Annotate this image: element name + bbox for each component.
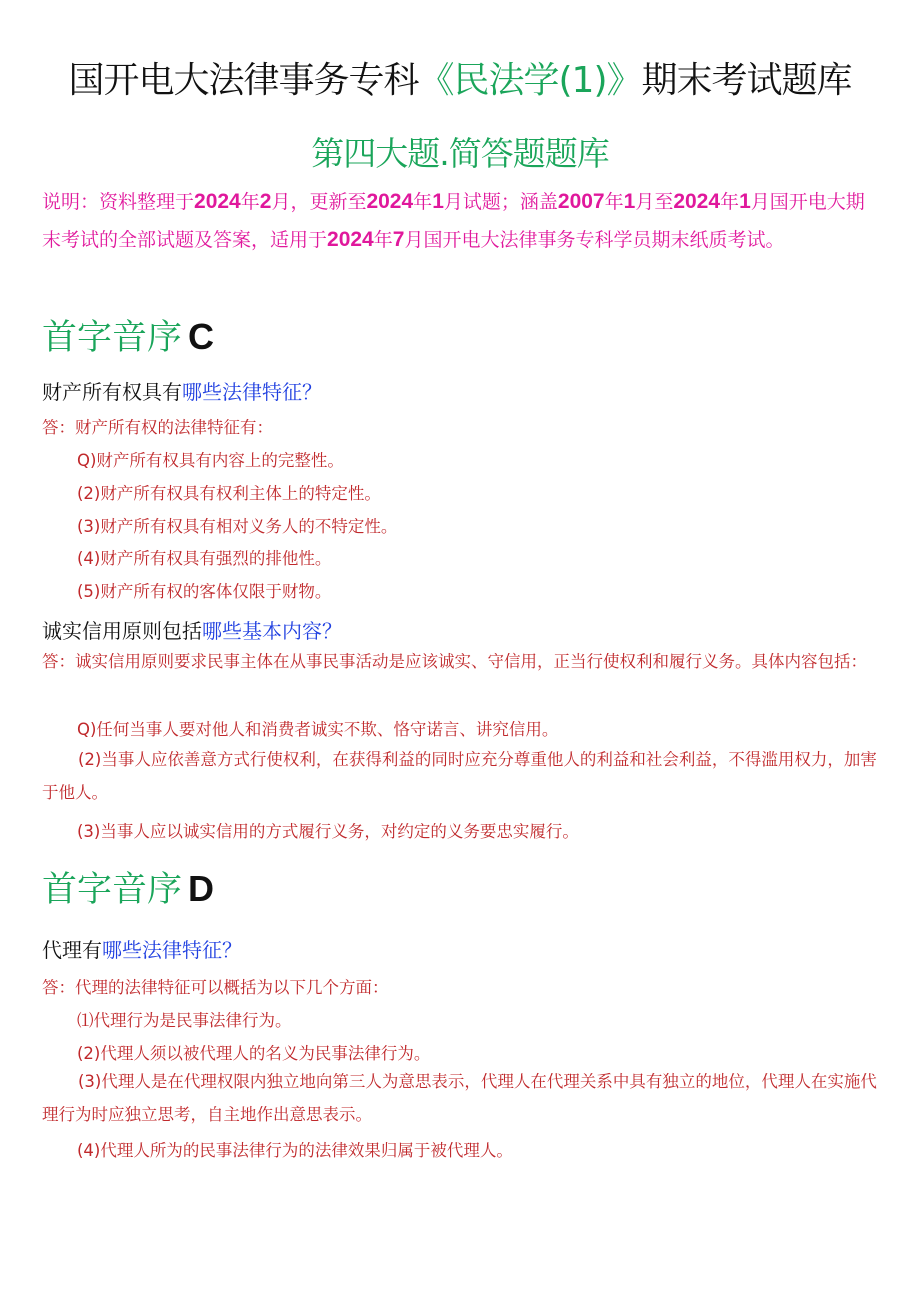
note-number: 2024 [366,190,414,213]
note-number: 2 [259,190,272,213]
description-note [42,183,882,259]
note-text: 年 [604,191,624,213]
note-text: 月，更新至 [271,191,367,213]
note-text: 月至 [635,191,674,213]
answer-item: (2)当事人应依善意方式行使权利，在获得利益的同时应充分尊重他人的利益和社会利益，不得滥用权力，加害于他人。 [42,750,877,802]
note-text: 月国开电大法律事务专科学员期末纸质考试。 [404,229,785,251]
note-number: 2024 [673,190,721,213]
section-heading-d [42,862,214,912]
note-number: 2024 [194,190,241,213]
answer-item: (4)代理人所为的民事法律行为的法律效果归属于被代理人。 [77,1141,513,1160]
note-text: 年 [240,191,260,213]
note-text: 说明：资料整理于 [42,191,195,213]
answer-lead: 答：代理的法律特征可以概括为以下几个方面： [42,978,389,997]
answer-item: (4)财产所有权具有强烈的排他性。 [77,549,332,568]
answer-item: (5)财产所有权的客体仅限于财物。 [77,582,332,601]
question-title [42,376,322,405]
question-title [42,934,242,963]
document-title [0,52,920,103]
section-letter: D [188,868,215,909]
answer-item: (2)代理人须以被代理人的名义为民事法律行为。 [77,1044,431,1063]
answer-lead: 答：财产所有权的法律特征有： [42,418,273,437]
title-course-name: 《民法学(1)》 [418,60,642,101]
answer-item: (2)财产所有权具有权利主体上的特定性。 [77,484,381,503]
note-text: 年 [413,191,433,213]
title-suffix: 期末考试题库 [641,60,852,101]
note-text: 年 [720,191,740,213]
section-label: 首字音序 [42,870,183,910]
answer-item: ⑴代理行为是民事法律行为。 [77,1011,292,1030]
question-title [42,615,342,644]
section-letter: C [188,316,215,357]
question-highlight: 哪些基本内容？ [202,619,342,643]
question-text: 代理有 [42,938,102,962]
answer-lead: 答：诚实信用原则要求民事主体在从事民事活动是应该诚实、守信用，正当行使权利和履行义务。具体内容包括： [42,652,867,671]
note-text: 年 [373,229,393,251]
question-highlight: 哪些法律特征？ [102,938,242,962]
answer-item: (3)代理人是在代理权限内独立地向第三人为意思表示，代理人在代理关系中具有独立的地位，代理人在实施代理行为时应独立思考，自主地作出意思表示。 [42,1072,877,1124]
note-number: 7 [392,228,405,251]
section-heading-c [42,310,214,360]
note-number: 1 [739,190,751,213]
note-number: 1 [432,190,444,213]
note-number: 2024 [327,228,374,251]
note-number: 1 [623,190,636,213]
title-prefix: 国开电大法律事务专科 [68,60,419,101]
answer-item: Q)财产所有权具有内容上的完整性。 [77,451,344,470]
question-highlight: 哪些法律特征？ [182,380,322,404]
answer-item: (3)财产所有权具有相对义务人的不特定性。 [77,517,398,536]
section-label: 首字音序 [42,318,183,358]
note-text: 月国开电大期末考试的全部试题及答案，适用于 [42,191,865,251]
document-subtitle: 第四大题.简答题题库 [311,134,609,173]
note-text: 月试题；涵盖 [443,191,558,213]
question-text: 诚实信用原则包括 [42,619,202,643]
question-text: 财产所有权具有 [42,380,182,404]
answer-item: Q)任何当事人要对他人和消费者诚实不欺、恪守诺言、讲究信用。 [77,720,559,739]
answer-item: (3)当事人应以诚实信用的方式履行义务，对约定的义务要忠实履行。 [77,822,579,841]
note-number: 2007 [557,190,605,213]
